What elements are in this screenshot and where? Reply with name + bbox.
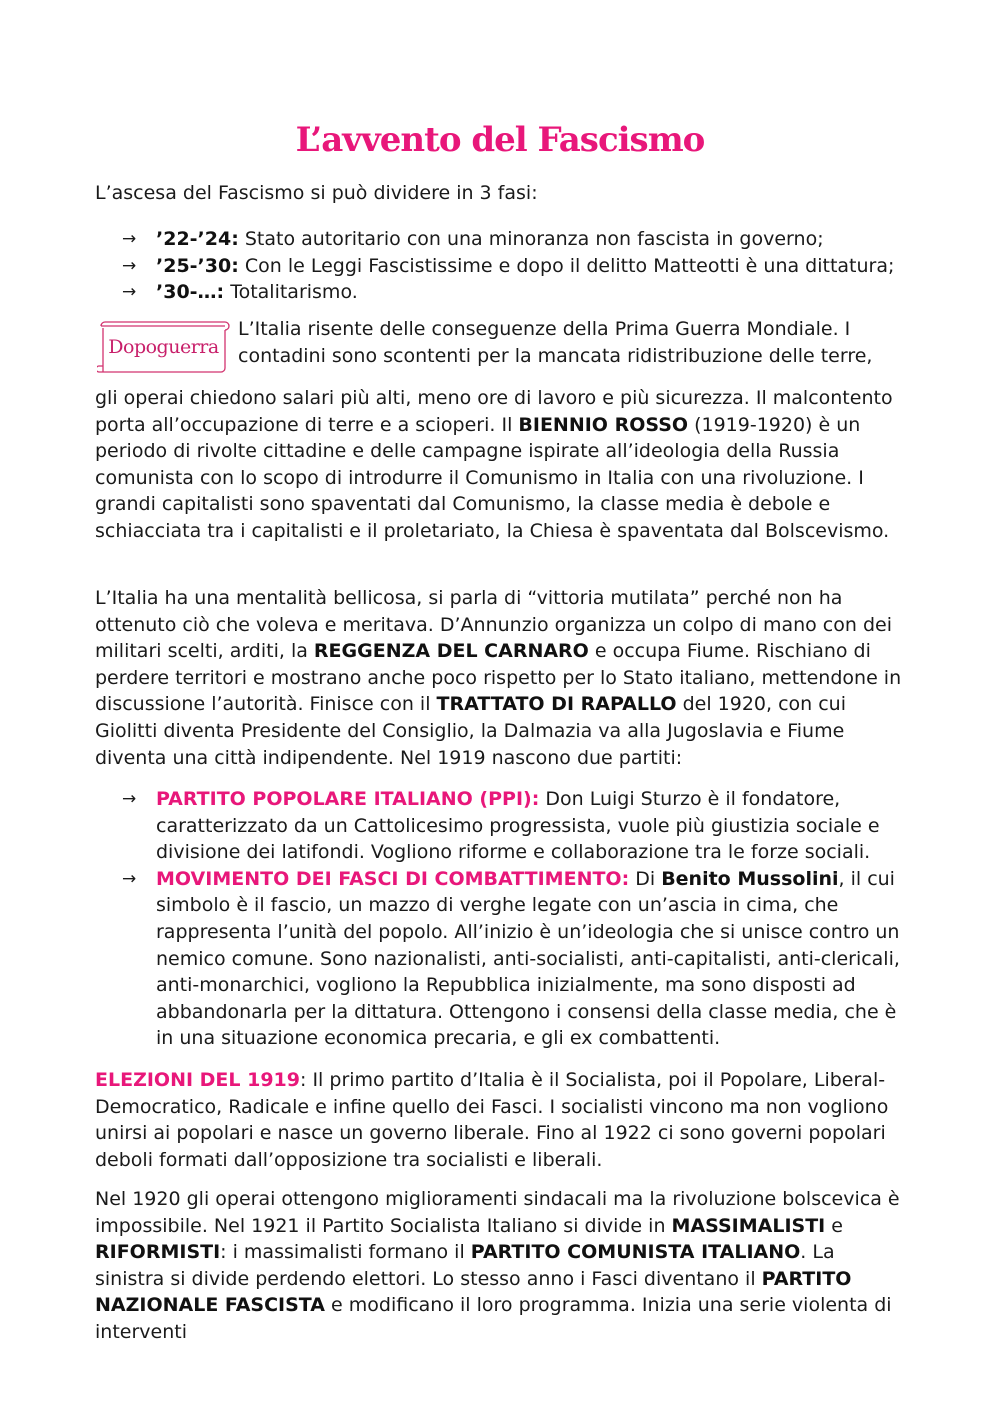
paragraph-dopoguerra: gli operai chiedono salari più alti, meno ore di lavoro e più sicurezza. Il malcontento porta all’occupazione di terre e a scioperi. Il BIENNIO ROSSO (1919-1920) è un periodo di rivolte cittadine e delle campagne ispirate all’ideologia della Russia comunista con lo scopo di introdurre il Comunismo in Italia con una rivoluzione. I grandi capitalisti sono spaventati dal Comunismo, la classe media è debole e schiacciata tra i capitalisti e il proletariato, la Chiesa è spaventata dal Bolscevismo. [95,387,893,542]
section-tag-label: Dopoguerra [108,336,219,358]
section-tag-scroll [97,318,230,374]
arrow-icon: → [122,229,137,249]
list-item: → PARTITO POPOLARE ITALIANO (PPI): Don Luigi Sturzo è il fondatore, caratterizzato da un Cattolicesimo progressista, vuole più giustizia sociale e divisione dei latifondi. Vogliono riforme e collaborazione tra le forze sociali. [122,788,880,864]
list-item: → ’30-…: Totalitarismo. [122,279,912,306]
phases-list [122,226,912,306]
paragraph-1920-1921: Nel 1920 gli operai ottengono miglioramenti sindacali ma la rivoluzione bolscevica è impossibile. Nel 1921 il Partito Socialista Italiano si divide in MASSIMALISTI e RIFORMISTI: i massimalisti formano il PARTITO COMUNISTA ITALIANO. La sinistra si divide perdendo elettori. Lo stesso anno i Fasci diventano il PARTITO NAZIONALE FASCISTA e modificano il loro programma. Inizia una serie violenta di interventi [95,1188,900,1343]
list-item: → ’25-’30: Con le Leggi Fascistissime e dopo il delitto Matteotti è una dittatura; [122,253,912,280]
list-item: → ’22-’24: Stato autoritario con una minoranza non fascista in governo; [122,226,912,253]
paragraph-beside-tag: L’Italia risente delle conseguenze della Prima Guerra Mondiale. I contadini sono scontenti per la mancata ridistribuzione delle terre, [238,318,873,367]
parties-list [122,786,912,1052]
intro-paragraph: L’ascesa del Fascismo si può dividere in 3 fasi: [95,182,538,204]
arrow-icon: → [122,789,137,809]
page-title: L’avvento del Fascismo [295,120,705,160]
paragraph-vittoria-mutilata: L’Italia ha una mentalità bellicosa, si parla di “vittoria mutilata” perché non ha ottenuto ciò che voleva e meritava. D’Annunzio organizza un colpo di mano con dei militari scelti, arditi, la REGGENZA DEL CARNARO e occupa Fiume. Rischiano di perdere territori e mostrano anche poco rispetto per lo Stato italiano, mettendone in discussione l’autorità. Finisce con il TRATTATO DI RAPALLO del 1920, con cui Giolitti diventa Presidente del Consiglio, la Dalmazia va alla Jugoslavia e Fiume diventa una città indipendente. Nel 1919 nascono due partiti: [95,587,902,769]
arrow-icon: → [122,868,137,889]
paragraph-elezioni-1919: ELEZIONI DEL 1919: Il primo partito d’Italia è il Socialista, poi il Popolare, Liberal-Democratico, Radicale e infine quello dei Fasci. I socialisti vincono ma non vogliono unirsi ai popolari e nasce un governo liberale. Fino al 1922 ci sono governi popolari deboli formati dall’opposizione tra socialisti e liberali. [95,1069,889,1171]
arrow-icon: → [122,255,137,276]
list-item: → MOVIMENTO DEI FASCI DI COMBATTIMENTO: Di Benito Mussolini, il cui simbolo è il fascio, un mazzo di verghe legate con un’ascia in cima, che rappresenta l’unità del popolo. All’inizio è un’ideologia che si unisce contro un nemico comune. Sono nazionalisti, anti-socialisti, anti-capitalisti, anti-clericali, anti-monarchici, vogliono la Repubblica inizialmente, ma sono disposti ad abbandonarla per la dittatura. Ottengono i consensi della classe media, che è in una situazione economica precaria, e gli ex combattenti. [122,867,900,1050]
arrow-icon: → [122,282,137,303]
